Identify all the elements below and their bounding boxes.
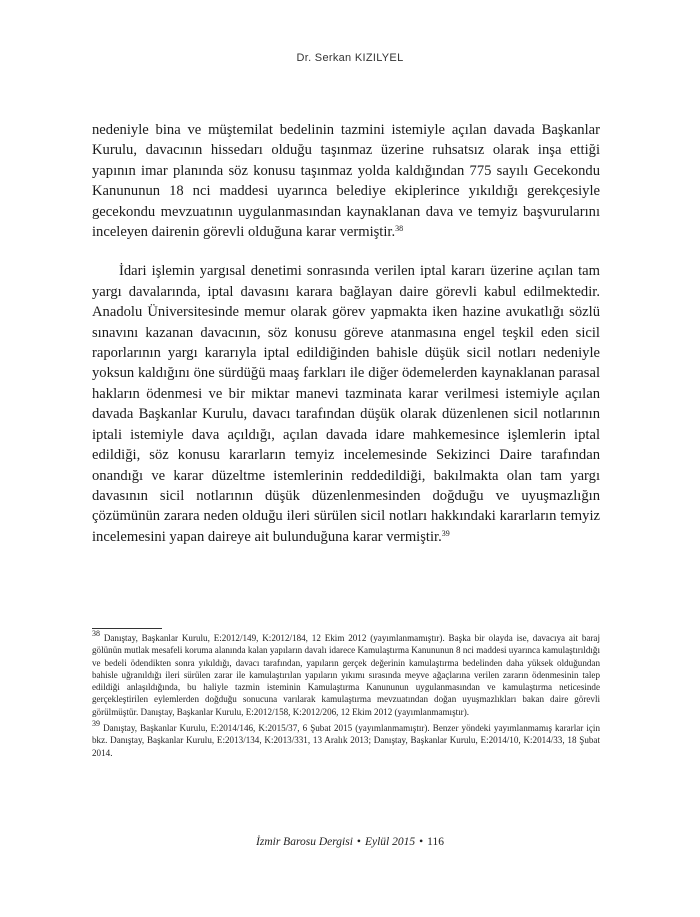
- footnotes: [92, 629, 600, 759]
- footnote-text: Danıştay, Başkanlar Kurulu, E:2012/149, K:2012/184, 12 Ekim 2012 (yayımlanmamıştır). Başka bir olayda ise, davacıya ait baraj gölünün mutlak mesafeli koruma alanında kalan yapıların davalı idarece Kamulaştırma Kanununun 8 nci maddesi uyarınca kamulaştırıldığı ve bedeli ödendikten sonra yıkıldığı, davacı tarafından, yapıların gerçek değerinin kamulaştırma bedelinden daha yüksek olduğundan bahisle uğranıldığı ileri sürülen zarar ile kamulaştırılan yapıların yıkımı sırasında meyve ağaçlarına verilen zararın ödenmesinin talep edildiği anlaşıldığında, bu haliyle tazmin isteminin Kamulaştırma Kanununun uygulanmasından ve kamulaştırma neticesinde gerçekleştirilen eylemlerden doğduğu sonucuna varılarak kamulaştırma mevzuatından doğan uyuşmazlıkları bakan daire görevli görülmüştür. Danıştay, Başkanlar Kurulu, E:2012/158, K:2012/206, 12 Ekim 2012 (yayımlanmamıştır).: [92, 633, 600, 717]
- footer-separator: •: [419, 836, 424, 848]
- footer-separator: •: [356, 836, 361, 848]
- footnote-divider: [92, 628, 162, 629]
- paragraph-text: İdari işlemin yargısal denetimi sonrasında verilen iptal kararı üzerine açılan tam yargı davalarında, iptal davasını karara bağlayan daire görevli kabul edilmektedir. Anadolu Üniversitesinde memur olarak görev yapmakta iken hazine avukatlığı sözlü sınavını kazanan davacının, söz konusu göreve atanmasına engel teşkil eden sicil raporlarının yargı kararıyla iptal edildiğinden bahisle düşük sicil notları nedeniyle yoksun kaldığını öne sürdüğü maaş farkları ile diğer ödemelerden kaynaklanan parasal hakların ödenmesi ve bir miktar manevi tazminata karar verilmesi istemiyle açılan davada Başkanlar Kurulu, davacı tarafından düşük olarak düzenlenen sicil notlarının iptali istemiyle dava açıldığı, açılan davada idare mahkemesince işlemlerin iptal edildiği, söz konusu kararların temyiz incelemesinde Sekizinci Daire tarafından onandığı ve karar düzeltme istemlerinin reddedildiği, bakılmakta olan tam yargı davasının sicil notlarının düşük düzenlenmesinden doğduğu ve uyuşmazlığın çözümünün zarara neden olduğu ileri sürülen sicil notları hakkındaki kararların temyiz incelemesini yapan daireye ait bulunduğuna karar vermiştir.: [92, 263, 600, 545]
- main-text: [92, 120, 600, 547]
- footnote-number: 38: [92, 629, 100, 638]
- paragraph-text: nedeniyle bina ve müştemilat bedelinin tazmini istemiyle açılan davada Başkanlar Kurulu, davacının hissedarı olduğu taşınmaz üzerine ruhsatsız olarak inşa ettiği yapının imar planında söz konusu taşınmaz yolda kaldığından 775 sayılı Gecekondu Kanununun 18 nci maddesi uyarınca belediye ekiplerince yıkıldığı gerekçesiyle gecekondu mevzuatının uygulanmasından kaynaklanan dava ve temyiz başvurularını inceleyen dairenin görevli olduğuna karar vermiştir.: [92, 122, 600, 241]
- footnote: [92, 719, 600, 759]
- footnote-ref[interactable]: 38: [395, 224, 404, 234]
- page-number: 116: [427, 836, 444, 848]
- paragraph: [92, 120, 600, 242]
- footnote-text: Danıştay, Başkanlar Kurulu, E:2014/146, K:2015/37, 6 Şubat 2015 (yayımlanmamıştır). Benzer yöndeki yayımlanmamış kararlar için bkz. Danıştay, Başkanlar Kurulu, E:2013/134, K:2013/331, 13 Aralık 2013; Danıştay, Başkanlar Kurulu, E:2014/10, K:2014/33, 18 Şubat 2014.: [92, 723, 600, 758]
- paragraph: [92, 261, 600, 547]
- footnote-number: 39: [92, 719, 100, 729]
- journal-issue: Eylül 2015: [364, 836, 416, 848]
- running-header: Dr. Serkan KIZILYEL: [296, 52, 404, 64]
- footnote: [92, 629, 600, 718]
- page-footer: [0, 836, 700, 848]
- footnote-ref[interactable]: 39: [441, 528, 450, 538]
- journal-name: İzmir Barosu Dergisi: [256, 836, 353, 848]
